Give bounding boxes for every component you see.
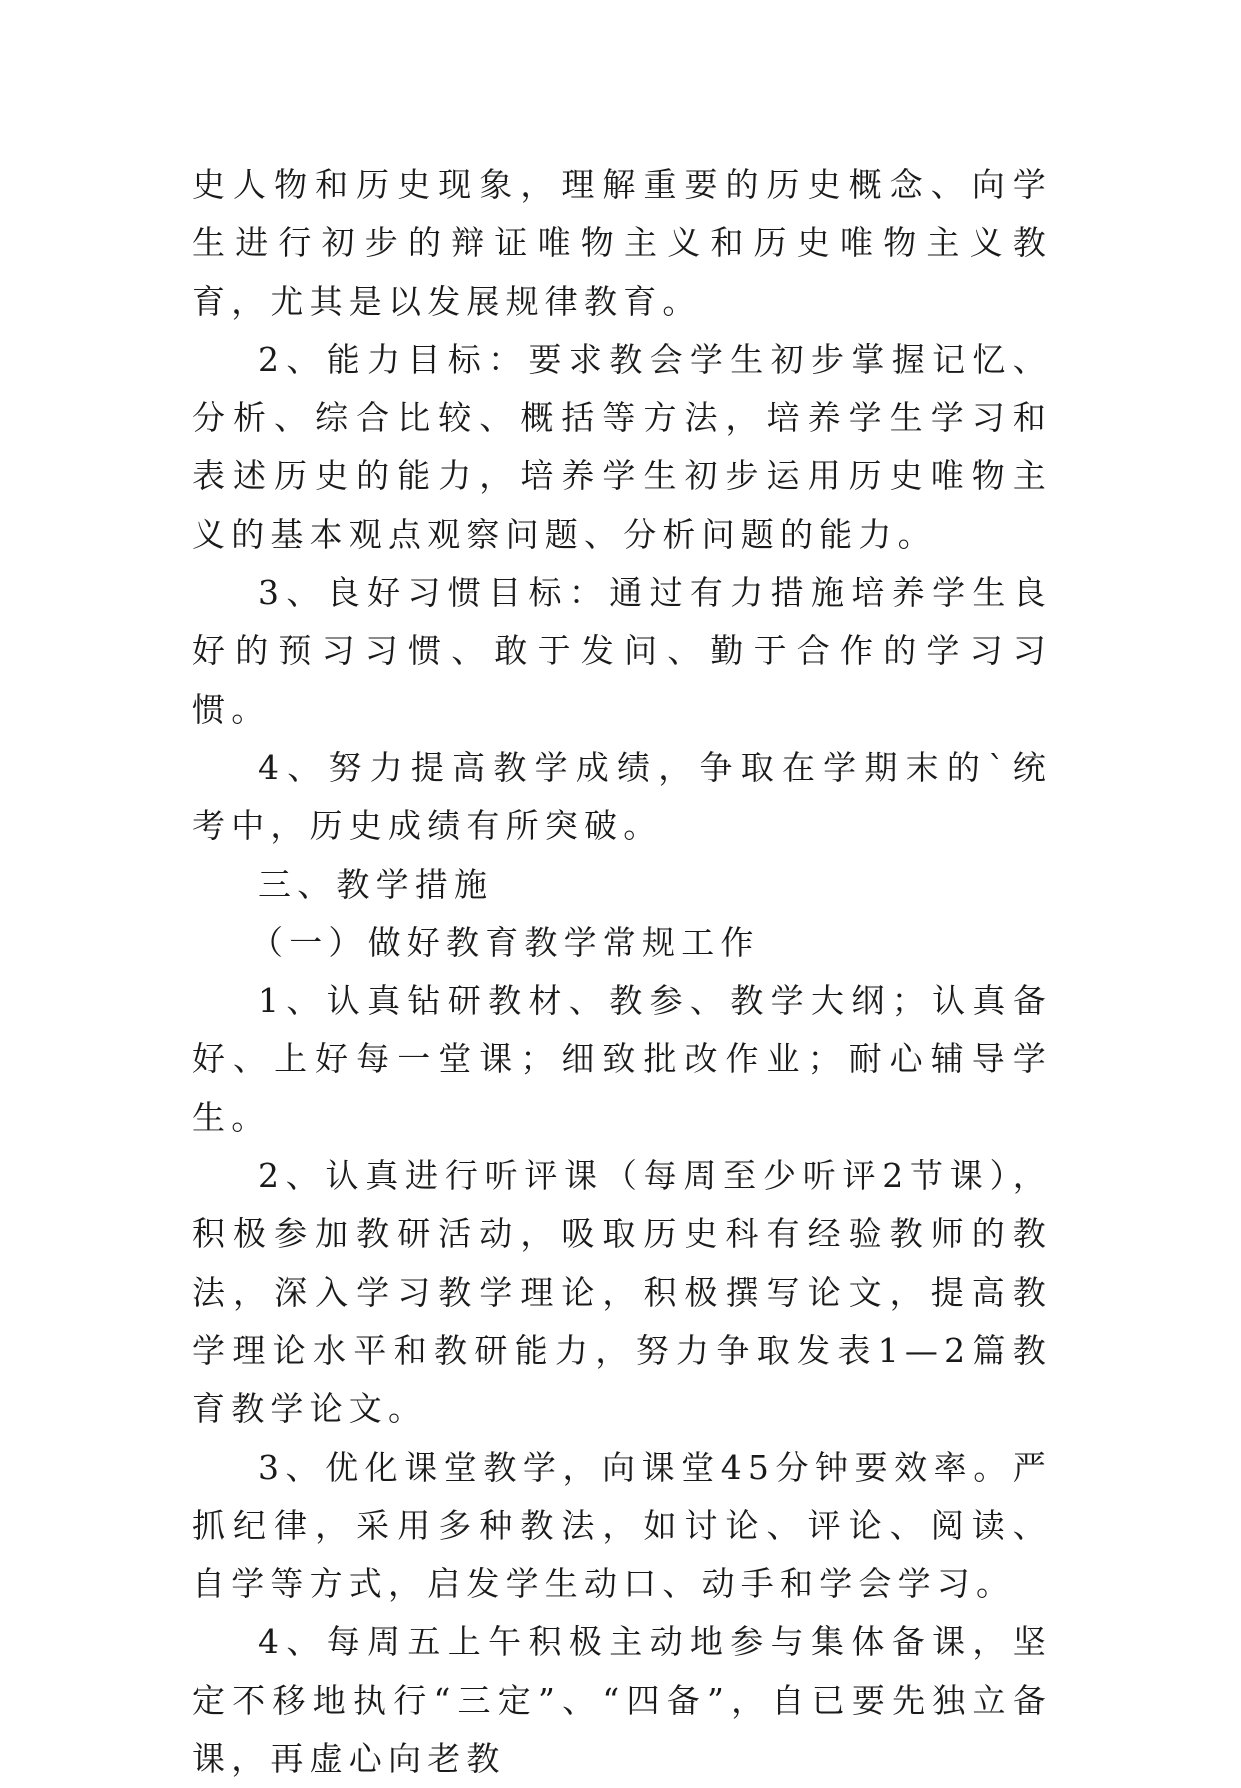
paragraph-measure-4: 4、每周五上午积极主动地参与集体备课，坚定不移地执行“三定”、“四备”，自已要先独立备课，再虚心向老教 bbox=[192, 1622, 1052, 1779]
paragraph-habit-goal: 3、良好习惯目标：通过有力措施培养学生良好的预习习惯、敢于发问、勤于合作的学习习惯。 bbox=[192, 573, 1052, 729]
paragraph-objectives-continued: 史人物和历史现象，理解重要的历史概念、向学生进行初步的辩证唯物主义和历史唯物主义教育，尤其是以发展规律教育。 bbox=[192, 165, 1052, 321]
paragraph-measure-1: 1、认真钻研教材、教参、教学大纲；认真备好、上好每一堂课；细致批改作业；耐心辅导学生。 bbox=[192, 981, 1052, 1137]
paragraph-ability-goal: 2、能力目标：要求教会学生初步掌握记忆、分析、综合比较、概括等方法，培养学生学习和表述历史的能力，培养学生初步运用历史唯物主义的基本观点观察问题、分析问题的能力。 bbox=[192, 339, 1052, 554]
paragraph-measure-2: 2、认真进行听评课（每周至少听评2节课），积极参加教研活动，吸取历史科有经验教师的教法，深入学习教学理论，积极撰写论文，提高教学理论水平和教研能力，努力争取发表1—2篇教育教学论文。 bbox=[192, 1156, 1052, 1429]
subsection-heading-routine-work: （一）做好教育教学常规工作 bbox=[250, 922, 760, 962]
document-body bbox=[192, 156, 1052, 1788]
section-heading-teaching-measures: 三、教学措施 bbox=[258, 864, 494, 904]
paragraph-score-goal: 4、努力提高教学成绩，争取在学期末的`统考中，历史成绩有所突破。 bbox=[192, 747, 1052, 846]
paragraph-measure-3: 3、优化课堂教学，向课堂45分钟要效率。严抓纪律，采用多种教法，如讨论、评论、阅读、自学等方式，启发学生动口、动手和学会学习。 bbox=[192, 1447, 1052, 1604]
